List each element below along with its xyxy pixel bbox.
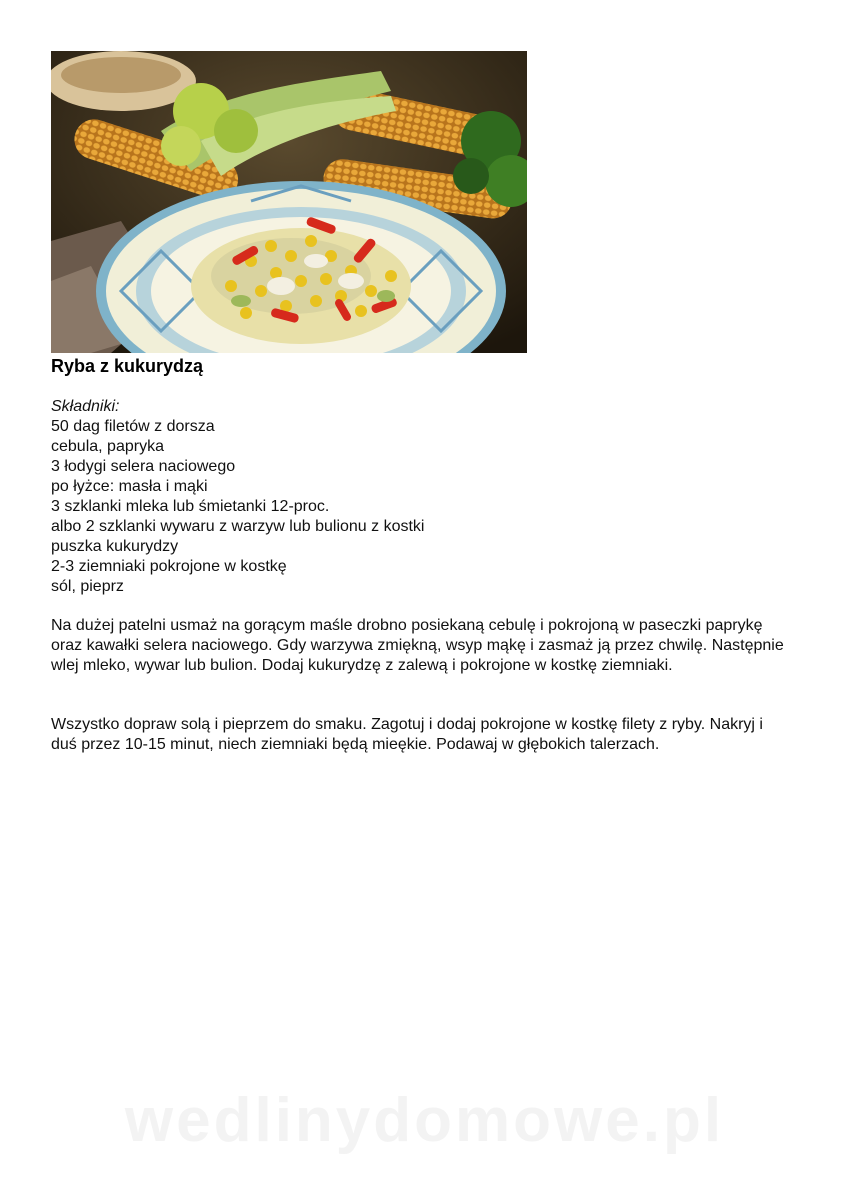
ingredient-item: albo 2 szklanki wywaru z warzyw lub bulionu z kostki [51,518,425,535]
recipe-photo [51,51,527,353]
recipe-title: Ryba z kukurydzą [51,356,204,376]
ingredient-item: 2-3 ziemniaki pokrojone w kostkę [51,558,287,575]
ingredient-item: cebula, papryka [51,438,164,455]
ingredients-list [51,417,751,597]
preparation-step-2: Wszystko dopraw solą i pieprzem do smaku. Zagotuj i dodaj pokrojone w kostkę filety z ryby. Nakryj i duś przez 10-15 minut, niech ziemniaki będą mieękie. Podawaj w głębokich talerzach. [51,716,763,753]
ingredients-heading: Składniki: [51,398,120,415]
ingredient-item: 50 dag filetów z dorsza [51,418,215,435]
preparation-step-1: Na dużej patelni usmaż na gorącym maśle drobno posiekaną cebulę i pokrojoną w paseczki paprykę oraz kawałki selera naciowego. Gdy warzywa zmiękną, wsyp mąkę i zasmaż ją przez chwilę. Następnie wlej mleko, wywar lub bulion. Dodaj kukurydzę z zalewą i pokrojone w kostkę ziemniaki. [51,617,784,674]
ingredient-item: puszka kukurydzy [51,538,179,555]
ingredient-item: sól, pieprz [51,578,124,595]
watermark: wedlinydomowe.pl [124,1086,725,1155]
ingredient-item: 3 szklanki mleka lub śmietanki 12-proc. [51,498,330,515]
ingredient-item: po łyżce: masła i mąki [51,478,208,495]
ingredients-section [51,397,751,597]
ingredient-item: 3 łodygi selera naciowego [51,458,236,475]
